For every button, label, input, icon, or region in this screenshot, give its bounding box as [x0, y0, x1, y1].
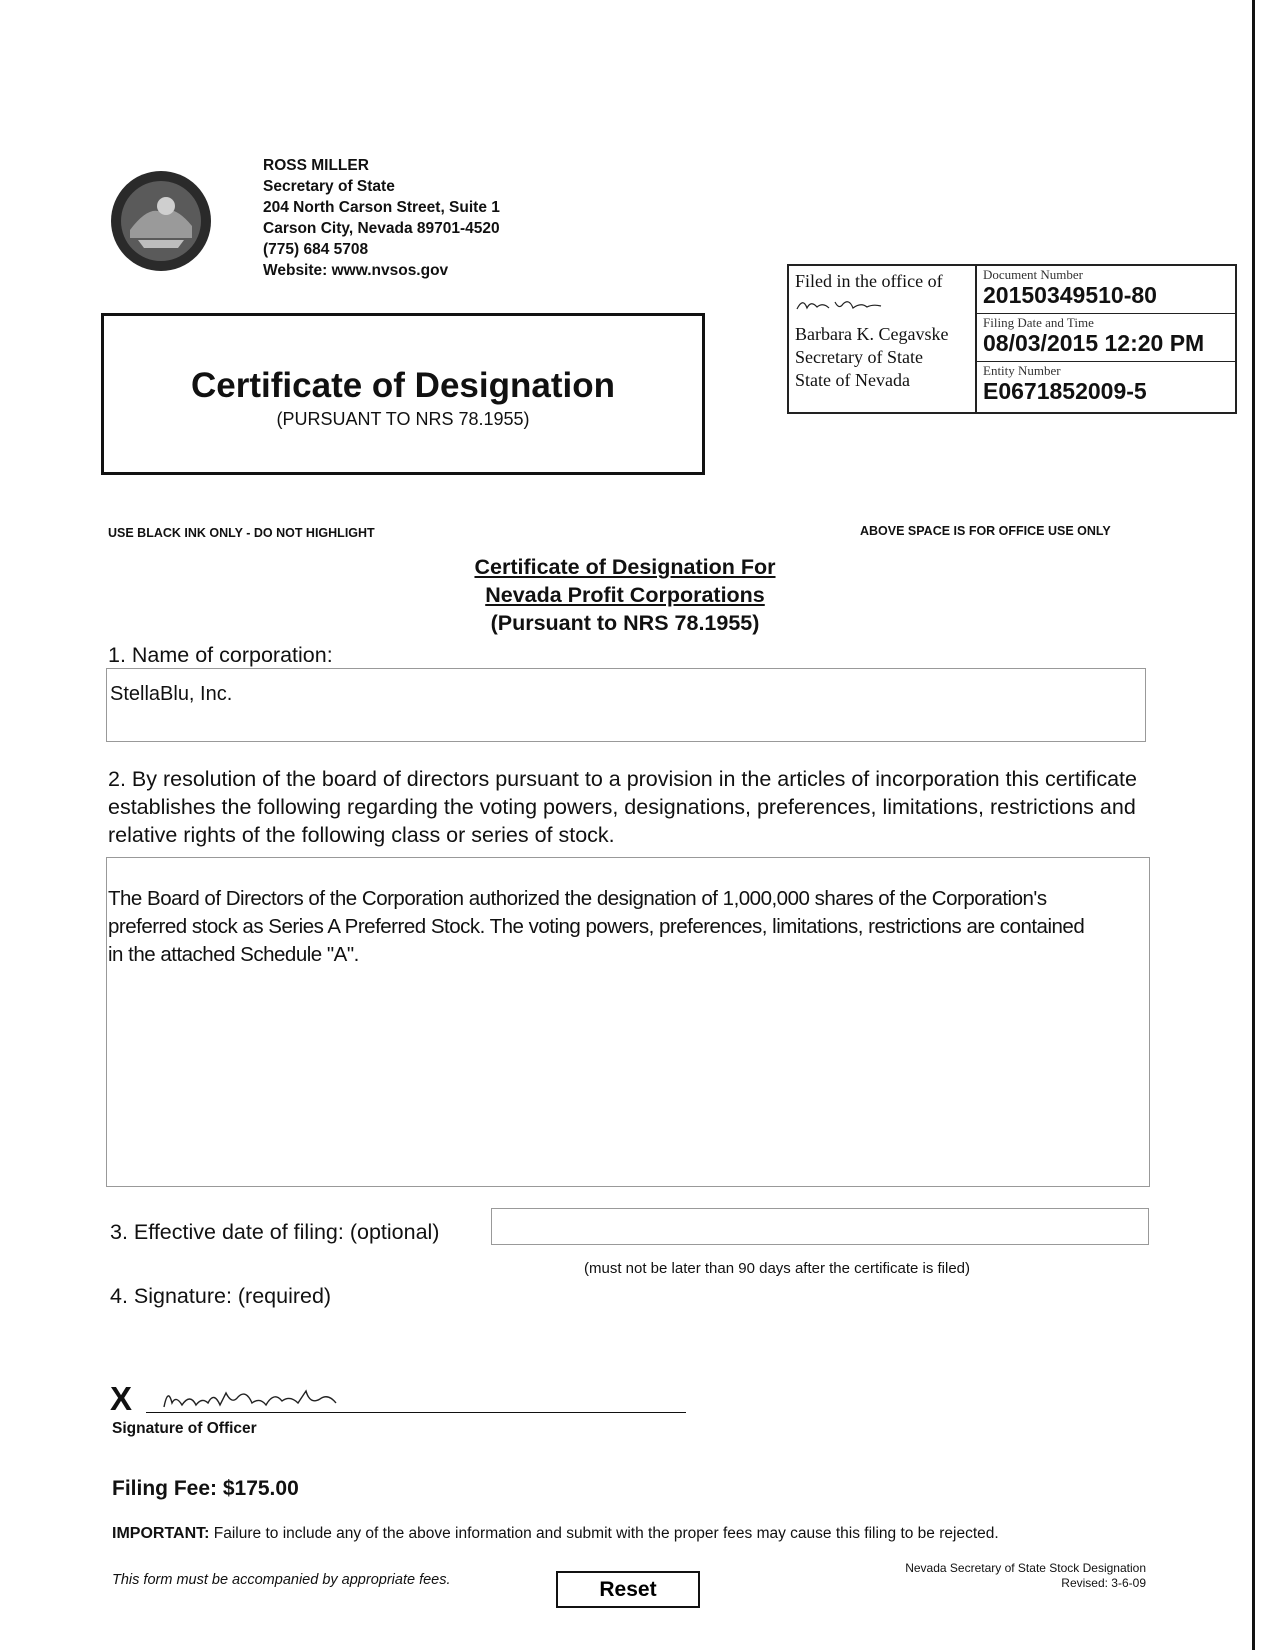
- corporation-name-label: 1. Name of corporation:: [108, 643, 333, 667]
- important-notice: [112, 1525, 999, 1543]
- certificate-title-box: [101, 313, 705, 475]
- form-title: [0, 553, 1250, 637]
- form-name: Nevada Secretary of State Stock Designation: [905, 1561, 1146, 1575]
- secretary-name: Barbara K. Cegavske: [795, 324, 949, 344]
- corporation-name-field[interactable]: [106, 668, 1146, 742]
- document-number-cell: [977, 266, 1235, 314]
- certificate-title: Certificate of Designation: [191, 366, 615, 405]
- secretary-title: Secretary of State: [795, 347, 923, 367]
- filing-datetime-label: Filing Date and Time: [983, 315, 1094, 330]
- secretary-signature-icon: [795, 294, 885, 316]
- address-line-2: Carson City, Nevada 89701-4520: [263, 220, 500, 237]
- page-edge-rule: [1252, 0, 1255, 1650]
- signature-caption: Signature of Officer: [112, 1420, 257, 1437]
- important-text: Failure to include any of the above information and submit with the proper fees may cause this filing to be rejected.: [209, 1525, 999, 1542]
- document-number-label: Document Number: [983, 267, 1084, 282]
- filing-fee: Filing Fee: $175.00: [112, 1477, 299, 1500]
- state-name: State of Nevada: [795, 370, 910, 390]
- nevada-state-seal-icon: [108, 168, 214, 274]
- official-title: Secretary of State: [263, 178, 395, 195]
- effective-date-note: (must not be later than 90 days after the certificate is filed): [584, 1260, 971, 1277]
- website: Website: www.nvsos.gov: [263, 262, 449, 279]
- certificate-subtitle: (PURSUANT TO NRS 78.1955): [276, 409, 530, 429]
- address-line-1: 204 North Carson Street, Suite 1: [263, 199, 500, 216]
- filing-datetime-cell: [977, 314, 1235, 362]
- designation-text-value: The Board of Directors of the Corporation authorized the designation of 1,000,000 shares of the Corporation's preferred stock as Series A Preferred Stock. The voting powers, preferences, limitations, restrictions are contained in the attached Schedule "A".: [108, 887, 1085, 966]
- officer-signature-icon: [160, 1383, 360, 1413]
- fees-note: This form must be accompanied by appropriate fees.: [112, 1572, 451, 1588]
- signature-x-mark: X: [110, 1380, 133, 1417]
- secretary-contact-block: [263, 155, 500, 281]
- entity-number: E0671852009-5: [983, 378, 1147, 404]
- form-title-line-2: Nevada Profit Corporations: [485, 583, 765, 607]
- effective-date-field[interactable]: [491, 1208, 1149, 1245]
- entity-number-label: Entity Number: [983, 363, 1061, 378]
- filing-datetime: 08/03/2015 12:20 PM: [983, 330, 1205, 356]
- document-number: 20150349510-80: [983, 282, 1157, 308]
- signature-line: [146, 1412, 686, 1413]
- filing-stamp: [787, 264, 1237, 414]
- filed-in-office-line: Filed in the office of: [795, 271, 943, 291]
- form-revision-info: [840, 1561, 1146, 1591]
- phone-number: (775) 684 5708: [263, 241, 369, 258]
- form-title-line-3: (Pursuant to NRS 78.1955): [490, 611, 760, 635]
- signature-label: 4. Signature: (required): [110, 1284, 332, 1308]
- filing-office-block: [789, 266, 977, 412]
- designation-question: 2. By resolution of the board of directors pursuant to a provision in the articles of incorporation this certificate establishes the following regarding the voting powers, designations, preferences, limitations, restrictions and relative rights of the following class or series of stock.: [108, 767, 1137, 847]
- filing-numbers: [977, 266, 1235, 412]
- official-name: ROSS MILLER: [263, 157, 369, 174]
- corporation-name-value: StellaBlu, Inc.: [110, 683, 233, 705]
- ink-notice: USE BLACK INK ONLY - DO NOT HIGHLIGHT: [108, 526, 375, 540]
- form-title-line-1: Certificate of Designation For: [474, 555, 776, 579]
- important-label: IMPORTANT:: [112, 1525, 210, 1542]
- entity-number-cell: [977, 362, 1235, 410]
- office-use-notice: ABOVE SPACE IS FOR OFFICE USE ONLY: [860, 524, 1111, 538]
- reset-button[interactable]: Reset: [556, 1571, 700, 1608]
- form-revised: Revised: 3-6-09: [1061, 1576, 1146, 1590]
- effective-date-label: 3. Effective date of filing: (optional): [110, 1220, 440, 1244]
